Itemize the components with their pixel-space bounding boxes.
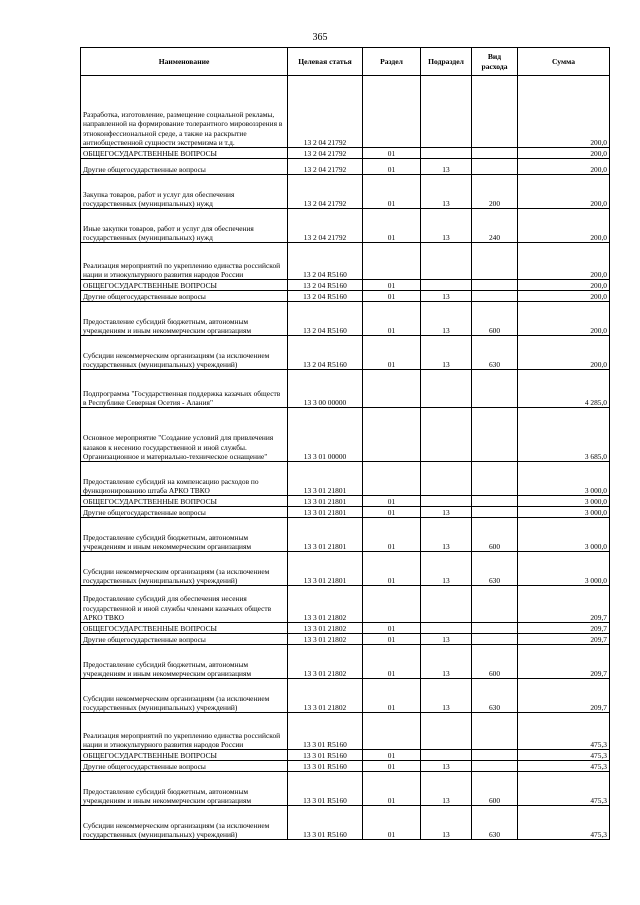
row-amount: 475,3 [518,713,610,750]
row-expense-type [472,76,518,148]
row-article: 13 3 01 R5160 [288,750,363,761]
row-subsection: 13 [421,645,472,679]
header-name: Наименование [81,48,288,76]
row-section: 01 [363,336,421,370]
row-section: 01 [363,175,421,209]
row-article: 13 2 04 21792 [288,148,363,159]
row-amount: 200,0 [518,291,610,302]
row-expense-type: 600 [472,772,518,806]
row-subsection [421,148,472,159]
row-subsection: 13 [421,302,472,336]
row-section: 01 [363,291,421,302]
table-row [81,623,610,634]
table-row [81,148,610,159]
row-amount: 200,0 [518,280,610,291]
row-article: 13 2 04 R5160 [288,302,363,336]
row-subsection [421,408,472,462]
row-subsection: 13 [421,336,472,370]
row-subsection [421,462,472,496]
table-row [81,76,610,148]
budget-table [80,47,610,840]
row-section: 01 [363,761,421,772]
table-row [81,243,610,280]
header-expense-type: Вид расхода [472,48,518,76]
row-expense-type [472,750,518,761]
row-name: Субсидии некоммерческим организациям (за исключением государственных (муниципальных) учреждений) [81,336,288,370]
row-expense-type: 240 [472,209,518,243]
row-section: 01 [363,148,421,159]
row-name: Предоставление субсидий бюджетным, автономным учреждениям и иным некоммерческим организациям [81,645,288,679]
row-name: Другие общегосударственные вопросы [81,761,288,772]
row-amount: 200,0 [518,148,610,159]
table-row [81,408,610,462]
row-section: 01 [363,280,421,291]
row-amount: 200,0 [518,302,610,336]
row-expense-type: 630 [472,806,518,840]
table-row [81,209,610,243]
row-subsection [421,243,472,280]
row-article: 13 2 04 21792 [288,76,363,148]
row-expense-type: 200 [472,175,518,209]
row-amount: 200,0 [518,243,610,280]
row-amount: 200,0 [518,336,610,370]
row-expense-type [472,507,518,518]
row-expense-type [472,623,518,634]
row-name: Иные закупки товаров, работ и услуг для обеспечения государственных (муниципальных) нужд [81,209,288,243]
row-amount: 3 000,0 [518,462,610,496]
row-name: Закупка товаров, работ и услуг для обеспечения государственных (муниципальных) нужд [81,175,288,209]
row-subsection: 13 [421,209,472,243]
row-name: Предоставление субсидий на компенсацию расходов по функционированию штаба АРКО ТВКО [81,462,288,496]
row-section: 01 [363,772,421,806]
table-row [81,496,610,507]
row-expense-type: 600 [472,645,518,679]
table-row [81,772,610,806]
row-section: 01 [363,507,421,518]
row-name: Основное мероприятие "Создание условий для привлечения казаков к несению государственной и иной службы. Организационное и материально-техническое оснащение" [81,408,288,462]
row-name: Субсидии некоммерческим организациям (за исключением государственных (муниципальных) учреждений) [81,806,288,840]
row-expense-type [472,462,518,496]
page-number: 365 [312,32,328,43]
row-article: 13 2 04 21792 [288,159,363,175]
row-subsection [421,623,472,634]
row-expense-type: 630 [472,552,518,586]
row-amount: 4 285,0 [518,370,610,408]
table-row [81,586,610,623]
table-row [81,291,610,302]
row-amount: 200,0 [518,76,610,148]
row-subsection [421,713,472,750]
row-expense-type [472,370,518,408]
row-amount: 475,3 [518,806,610,840]
table-row [81,370,610,408]
row-article: 13 3 00 00000 [288,370,363,408]
row-section: 01 [363,496,421,507]
table-row [81,518,610,552]
row-name: ОБЩЕГОСУДАРСТВЕННЫЕ ВОПРОСЫ [81,623,288,634]
row-subsection: 13 [421,159,472,175]
row-article: 13 3 01 21801 [288,518,363,552]
row-subsection: 13 [421,772,472,806]
header-section: Раздел [363,48,421,76]
row-expense-type [472,586,518,623]
row-amount: 475,3 [518,772,610,806]
row-section: 01 [363,302,421,336]
table-row [81,645,610,679]
row-expense-type [472,408,518,462]
row-section: 01 [363,552,421,586]
row-name: Предоставление субсидий бюджетным, автономным учреждениям и иным некоммерческим организациям [81,518,288,552]
row-amount: 3 685,0 [518,408,610,462]
row-name: Реализация мероприятий по укреплению единства российской нации и этнокультурного развития народов России [81,713,288,750]
row-expense-type [472,291,518,302]
header-article: Целевая статья [288,48,363,76]
row-article: 13 3 01 21802 [288,645,363,679]
row-expense-type: 630 [472,336,518,370]
row-subsection [421,280,472,291]
row-subsection: 13 [421,518,472,552]
row-subsection: 13 [421,291,472,302]
row-section: 01 [363,209,421,243]
row-expense-type: 630 [472,679,518,713]
row-section: 01 [363,806,421,840]
row-article: 13 3 01 00000 [288,408,363,462]
row-name: ОБЩЕГОСУДАРСТВЕННЫЕ ВОПРОСЫ [81,496,288,507]
row-article: 13 3 01 21801 [288,462,363,496]
row-amount: 209,7 [518,623,610,634]
row-subsection: 13 [421,634,472,645]
row-article: 13 3 01 R5160 [288,761,363,772]
row-amount: 3 000,0 [518,496,610,507]
row-article: 13 2 04 R5160 [288,243,363,280]
row-article: 13 3 01 21801 [288,552,363,586]
row-amount: 209,7 [518,645,610,679]
row-article: 13 3 01 21802 [288,586,363,623]
row-amount: 3 000,0 [518,518,610,552]
row-name: Реализация мероприятий по укреплению единства российской нации и этнокультурного развития народов России [81,243,288,280]
table-row [81,336,610,370]
row-name: Предоставление субсидий для обеспечения несения государственной и иной службы членами казачьих обществ АРКО ТВКО [81,586,288,623]
row-article: 13 2 04 21792 [288,209,363,243]
row-amount: 3 000,0 [518,507,610,518]
row-subsection: 13 [421,806,472,840]
table-row [81,302,610,336]
row-name: Другие общегосударственные вопросы [81,634,288,645]
header-subsection: Подраздел [421,48,472,76]
row-expense-type [472,713,518,750]
table-row [81,159,610,175]
table-row [81,750,610,761]
row-expense-type [472,148,518,159]
row-section [363,713,421,750]
row-amount: 200,0 [518,175,610,209]
row-article: 13 3 01 21801 [288,507,363,518]
row-name: Предоставление субсидий бюджетным, автономным учреждениям и иным некоммерческим организациям [81,772,288,806]
row-name: Подпрограмма "Государственная поддержка казачьих обществ в Республике Северная Осетия - Алания" [81,370,288,408]
row-name: Разработка, изготовление, размещение социальной рекламы, направленной на формирование толерантного мировоззрения в этноконфессиональной среде, а также на раскрытие антиобщественной сущности экстремизма и т.д. [81,76,288,148]
row-name: ОБЩЕГОСУДАРСТВЕННЫЕ ВОПРОСЫ [81,280,288,291]
row-expense-type: 600 [472,302,518,336]
table-body [81,76,610,840]
table-row [81,462,610,496]
row-name: Субсидии некоммерческим организациям (за исключением государственных (муниципальных) учреждений) [81,679,288,713]
header-amount: Сумма [518,48,610,76]
row-section [363,76,421,148]
row-article: 13 2 04 R5160 [288,291,363,302]
row-article: 13 2 04 R5160 [288,280,363,291]
row-article: 13 3 01 21802 [288,679,363,713]
row-article: 13 3 01 R5160 [288,806,363,840]
table-header-row [81,48,610,76]
row-amount: 3 000,0 [518,552,610,586]
row-subsection: 13 [421,761,472,772]
table-row [81,634,610,645]
row-name: Другие общегосударственные вопросы [81,159,288,175]
row-amount: 209,7 [518,586,610,623]
table-row [81,552,610,586]
row-article: 13 2 04 21792 [288,175,363,209]
row-expense-type [472,280,518,291]
row-expense-type: 600 [472,518,518,552]
table-row [81,280,610,291]
row-expense-type [472,634,518,645]
row-name: Предоставление субсидий бюджетным, автономным учреждениям и иным некоммерческим организациям [81,302,288,336]
row-section: 01 [363,159,421,175]
row-section [363,408,421,462]
row-subsection [421,750,472,761]
table-row [81,679,610,713]
row-section: 01 [363,634,421,645]
row-article: 13 3 01 R5160 [288,772,363,806]
row-expense-type [472,496,518,507]
row-amount: 200,0 [518,159,610,175]
row-section [363,462,421,496]
row-subsection: 13 [421,679,472,713]
row-subsection: 13 [421,507,472,518]
table-row [81,806,610,840]
row-section: 01 [363,518,421,552]
row-subsection: 13 [421,552,472,586]
row-name: ОБЩЕГОСУДАРСТВЕННЫЕ ВОПРОСЫ [81,148,288,159]
table-row [81,507,610,518]
row-article: 13 3 01 21801 [288,496,363,507]
row-subsection [421,496,472,507]
row-article: 13 3 01 21802 [288,623,363,634]
row-section: 01 [363,679,421,713]
table-row [81,175,610,209]
row-article: 13 3 01 21802 [288,634,363,645]
row-expense-type [472,761,518,772]
row-name: Субсидии некоммерческим организациям (за исключением государственных (муниципальных) учреждений) [81,552,288,586]
row-amount: 209,7 [518,634,610,645]
row-name: ОБЩЕГОСУДАРСТВЕННЫЕ ВОПРОСЫ [81,750,288,761]
row-name: Другие общегосударственные вопросы [81,291,288,302]
table-row [81,713,610,750]
row-amount: 200,0 [518,209,610,243]
table-row [81,761,610,772]
row-article: 13 3 01 R5160 [288,713,363,750]
row-subsection [421,76,472,148]
row-amount: 209,7 [518,679,610,713]
row-subsection [421,586,472,623]
row-section: 01 [363,623,421,634]
row-amount: 475,3 [518,750,610,761]
row-section [363,370,421,408]
row-expense-type [472,159,518,175]
row-name: Другие общегосударственные вопросы [81,507,288,518]
row-amount: 475,3 [518,761,610,772]
row-expense-type [472,243,518,280]
row-article: 13 2 04 R5160 [288,336,363,370]
row-subsection [421,370,472,408]
row-subsection: 13 [421,175,472,209]
row-section [363,586,421,623]
row-section [363,243,421,280]
row-section: 01 [363,645,421,679]
row-section: 01 [363,750,421,761]
